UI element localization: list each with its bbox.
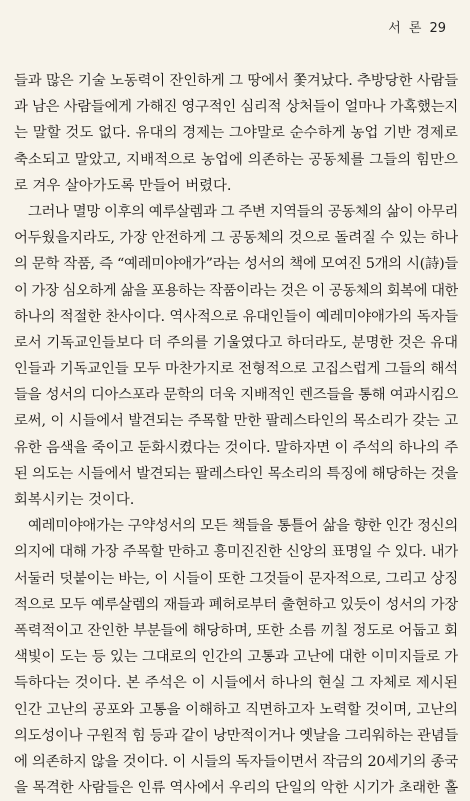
text-line: 들을 성서의 디아스포라 문학의 더욱 지배적인 렌즈들을 통해 여과시킴으 bbox=[14, 387, 458, 404]
text-line: 적으로 모두 예루살렘의 재들과 폐허로부터 출현하고 있듯이 성서의 가장 bbox=[14, 596, 458, 613]
page-number: 29 bbox=[429, 21, 446, 36]
text-line: 그러나 멸망 이후의 예루살렘과 그 주변 지역들의 공동체의 삶이 아무리 bbox=[28, 203, 458, 220]
text-line: 유한 음색을 죽이고 둔화시켰다는 것이다. 말하자면 이 주석의 하나의 주 bbox=[14, 439, 458, 456]
text-line: 의도성이나 구원적 힘 등과 같이 낭만적이거나 옛날을 그리워하는 관념들 bbox=[14, 727, 458, 744]
text-line: 회복시키는 것이다. bbox=[14, 492, 135, 508]
text-line: 는 말할 것도 없다. 유대의 경제는 그야말로 순수하게 농업 기반 경제로 bbox=[14, 125, 458, 142]
text-line: 을 목격한 사람들은 인류 역사에서 우리의 단일의 악한 시기가 초래한 홀 bbox=[14, 780, 458, 797]
text-line: 이 가장 심오하게 삶을 포용하는 작품이라는 것은 이 공동체의 회복에 대한 bbox=[14, 282, 458, 299]
text-line: 색빛이 도는 등 있는 그대로의 인간의 고통과 고난에 대한 이미지들로 가 bbox=[14, 649, 458, 666]
running-header bbox=[388, 17, 446, 36]
text-line: 의지에 대해 가장 주목할 만하고 흥미진진한 신앙의 표명일 수 있다. 내가 bbox=[14, 544, 458, 561]
text-line: 로서 기독교인들보다 더 주의를 기울였다고 하더라도, 분명한 것은 유대 bbox=[14, 334, 458, 351]
text-line: 로 겨우 살아가도록 만들어 버렸다. bbox=[14, 177, 232, 194]
text-line: 에 의존하지 않을 것이다. 이 시들의 독자들이면서 작금의 20세기의 종국 bbox=[14, 753, 458, 770]
body-text bbox=[14, 68, 458, 801]
text-line: 인들과 기독교인들 모두 마찬가지로 전형적으로 고집스럽게 그들의 해석 bbox=[14, 361, 458, 378]
text-line: 로써, 이 시들에서 발견되는 주목할 만한 팔레스타인의 목소리가 갖는 고 bbox=[14, 413, 458, 430]
text-line: 과 남은 사람들에게 가해진 영구적인 심리적 상처들이 얼마나 가혹했는지 bbox=[14, 99, 458, 116]
text-line: 하나의 적절한 찬사이다. 역사적으로 유대인들이 예레미야애가의 독자들 bbox=[14, 308, 458, 325]
text-line: 득하다는 것이다. 본 주석은 이 시들에서 하나의 현실 그 자체로 제시된 bbox=[14, 675, 458, 692]
section-title: 서 론 bbox=[388, 21, 424, 36]
text-line: 예레미야애가는 구약성서의 모든 책들을 통틀어 삶을 향한 인간 정신의 bbox=[28, 518, 458, 535]
text-line: 축소되고 말았고, 지배적으로 농업에 의존하는 공동체를 그들의 힘만으 bbox=[14, 151, 458, 168]
text-line: 서둘러 덧붙이는 바는, 이 시들이 또한 그것들이 문자적으로, 그리고 상징 bbox=[14, 570, 458, 587]
text-line: 어두웠을지라도, 가장 안전하게 그 공동체의 것으로 돌려질 수 있는 하나 bbox=[14, 230, 458, 247]
text-line: 된 의도는 시들에서 발견되는 팔레스타인 목소리의 특징에 해당하는 것을 bbox=[14, 465, 458, 482]
text-line: 의 문학 작품, 즉 “예레미야애가”라는 성서의 책에 모여진 5개의 시(詩)들 bbox=[14, 256, 458, 273]
text-line: 인간 고난의 공포와 고통을 이해하고 직면하고자 노력할 것이며, 고난의 bbox=[14, 701, 458, 718]
text-line: 들과 많은 기술 노동력이 잔인하게 그 땅에서 쫓겨났다. 추방당한 사람들 bbox=[14, 73, 458, 89]
text-line: 폭력적이고 잔인한 부분들에 해당하며, 또한 소름 끼칠 정도로 어둡고 회 bbox=[14, 622, 458, 639]
